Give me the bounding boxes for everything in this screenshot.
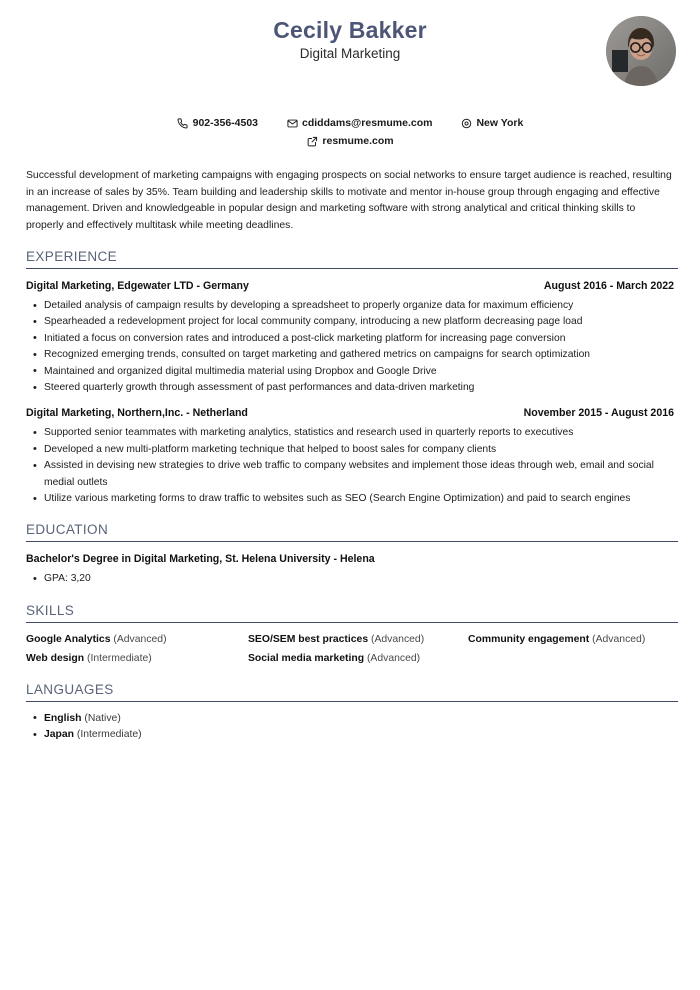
contact-email[interactable] bbox=[286, 115, 432, 132]
list-item: • GPA: 3,20 bbox=[44, 571, 674, 587]
list-item: • Utilize various marketing forms to draw traffic to websites such as SEO (Search Engine Optimization) and paid to search engines bbox=[44, 491, 674, 507]
profile-photo-icon bbox=[606, 16, 676, 86]
skill-level: (Advanced) bbox=[113, 633, 167, 645]
entry-dates: August 2016 - March 2022 bbox=[543, 280, 674, 292]
list-item: • Maintained and organized digital multimedia material using Dropbox and Google Drive bbox=[44, 364, 674, 380]
list-item: • Steered quarterly growth through assessment of past performances and data-driven marketing bbox=[44, 380, 674, 396]
entry-header bbox=[26, 279, 674, 294]
external-link-icon bbox=[306, 135, 318, 147]
list-item: • Supported senior teammates with marketing analytics, statistics and research used in quarterly reports to executives bbox=[44, 425, 674, 441]
contact-location-value: New York bbox=[476, 117, 524, 129]
location-pin-icon bbox=[460, 118, 472, 130]
skill-name: Community engagement bbox=[468, 633, 590, 645]
entry-header bbox=[26, 552, 674, 567]
identity-block bbox=[24, 16, 676, 63]
entry-bullets bbox=[26, 298, 674, 396]
section-skills bbox=[24, 602, 676, 667]
experience-entry bbox=[24, 279, 676, 396]
contact-email-value: cdiddams@resmume.com bbox=[302, 117, 433, 129]
list-item: • Assisted in devising new strategies to drive web traffic to company websites and implement those ideas through web, email and social medial outlets bbox=[44, 458, 674, 491]
section-divider bbox=[26, 268, 678, 269]
candidate-job-title: Digital Marketing bbox=[299, 46, 401, 61]
entry-title: Digital Marketing, Edgewater LTD - Germany bbox=[26, 280, 249, 292]
language-level: (Native) bbox=[84, 712, 121, 724]
contact-row-primary bbox=[24, 115, 676, 133]
avatar bbox=[606, 16, 676, 86]
experience-entry bbox=[24, 406, 676, 507]
skill-item bbox=[248, 651, 468, 667]
section-divider bbox=[26, 701, 678, 702]
skills-grid bbox=[24, 632, 676, 667]
languages-list bbox=[24, 711, 676, 744]
skill-item-empty bbox=[468, 651, 674, 667]
entry-title: Digital Marketing, Northern,Inc. - Netherland bbox=[26, 407, 248, 420]
professional-summary: Successful development of marketing campaigns with engaging prospects on social networks to ensure target audience is reached, resulting in an increase of sales by 35%. Team building and leadership skills to motivate and mentor in-house group through engaging and effective management. Driven and knowledgeable in popular design and marketing software with strong analytical and critical thinking skills to properly and effectively multitask while meeting deadlines. bbox=[26, 170, 672, 231]
entry-bullets bbox=[26, 425, 674, 507]
entry-bullets bbox=[26, 571, 674, 587]
list-item bbox=[44, 727, 676, 744]
entry-header bbox=[26, 406, 674, 421]
skill-level: (Advanced) bbox=[366, 652, 421, 664]
section-title-skills: SKILLS bbox=[26, 602, 75, 618]
contact-phone[interactable] bbox=[177, 115, 258, 132]
list-item bbox=[44, 711, 676, 728]
skill-name: Web design bbox=[26, 652, 85, 664]
language-name: Japan bbox=[44, 729, 75, 741]
skill-level: (Intermediate) bbox=[87, 652, 152, 664]
entry-dates: November 2015 - August 2016 bbox=[523, 407, 674, 420]
skill-name: Social media marketing bbox=[248, 652, 365, 664]
contact-row-secondary bbox=[24, 133, 676, 151]
section-experience bbox=[24, 248, 676, 507]
skill-name: Google Analytics bbox=[26, 633, 111, 645]
entry-title: Bachelor's Degree in Digital Marketing, St. Helena University - Helena bbox=[26, 553, 375, 566]
skill-item bbox=[248, 632, 468, 648]
skill-item bbox=[26, 632, 248, 648]
skill-level: (Advanced) bbox=[371, 633, 425, 645]
section-title-experience: EXPERIENCE bbox=[26, 249, 118, 264]
phone-icon bbox=[177, 118, 189, 130]
section-divider bbox=[26, 541, 678, 542]
education-entry bbox=[24, 552, 676, 587]
list-item: • Initiated a focus on conversion rates and introduced a post-click marketing platform for increasing page conversion bbox=[44, 331, 674, 347]
candidate-name: Cecily Bakker bbox=[273, 17, 427, 43]
skill-name: SEO/SEM best practices bbox=[248, 633, 369, 645]
list-item: • Detailed analysis of campaign results by developing a spreadsheet to properly organize data for maximum efficiency bbox=[44, 298, 674, 314]
section-education bbox=[24, 521, 676, 587]
section-divider bbox=[26, 622, 678, 623]
section-title-education: EDUCATION bbox=[26, 522, 109, 538]
contact-location bbox=[460, 115, 523, 132]
contact-phone-value: 902-356-4503 bbox=[192, 117, 259, 129]
language-name: English bbox=[44, 712, 82, 724]
resume-header bbox=[24, 0, 676, 104]
list-item: • Spearheaded a redevelopment project for local community company, introducing a new platform decreasing page load bbox=[44, 314, 674, 330]
section-title-languages: LANGUAGES bbox=[26, 681, 114, 697]
skill-level: (Advanced) bbox=[592, 633, 646, 645]
skill-item bbox=[26, 651, 248, 667]
contact-info bbox=[24, 115, 676, 150]
envelope-icon bbox=[286, 118, 298, 130]
section-languages bbox=[24, 681, 676, 744]
contact-website-value: resmume.com bbox=[322, 134, 394, 147]
language-level: (Intermediate) bbox=[76, 729, 142, 741]
contact-website[interactable] bbox=[306, 133, 393, 150]
list-item: • Recognized emerging trends, consulted on target marketing and gathered metrics on campaigns for search optimization bbox=[44, 347, 674, 363]
list-item: • Developed a new multi-platform marketing technique that helped to boost sales for company clients bbox=[44, 442, 674, 458]
skill-item bbox=[468, 632, 674, 648]
